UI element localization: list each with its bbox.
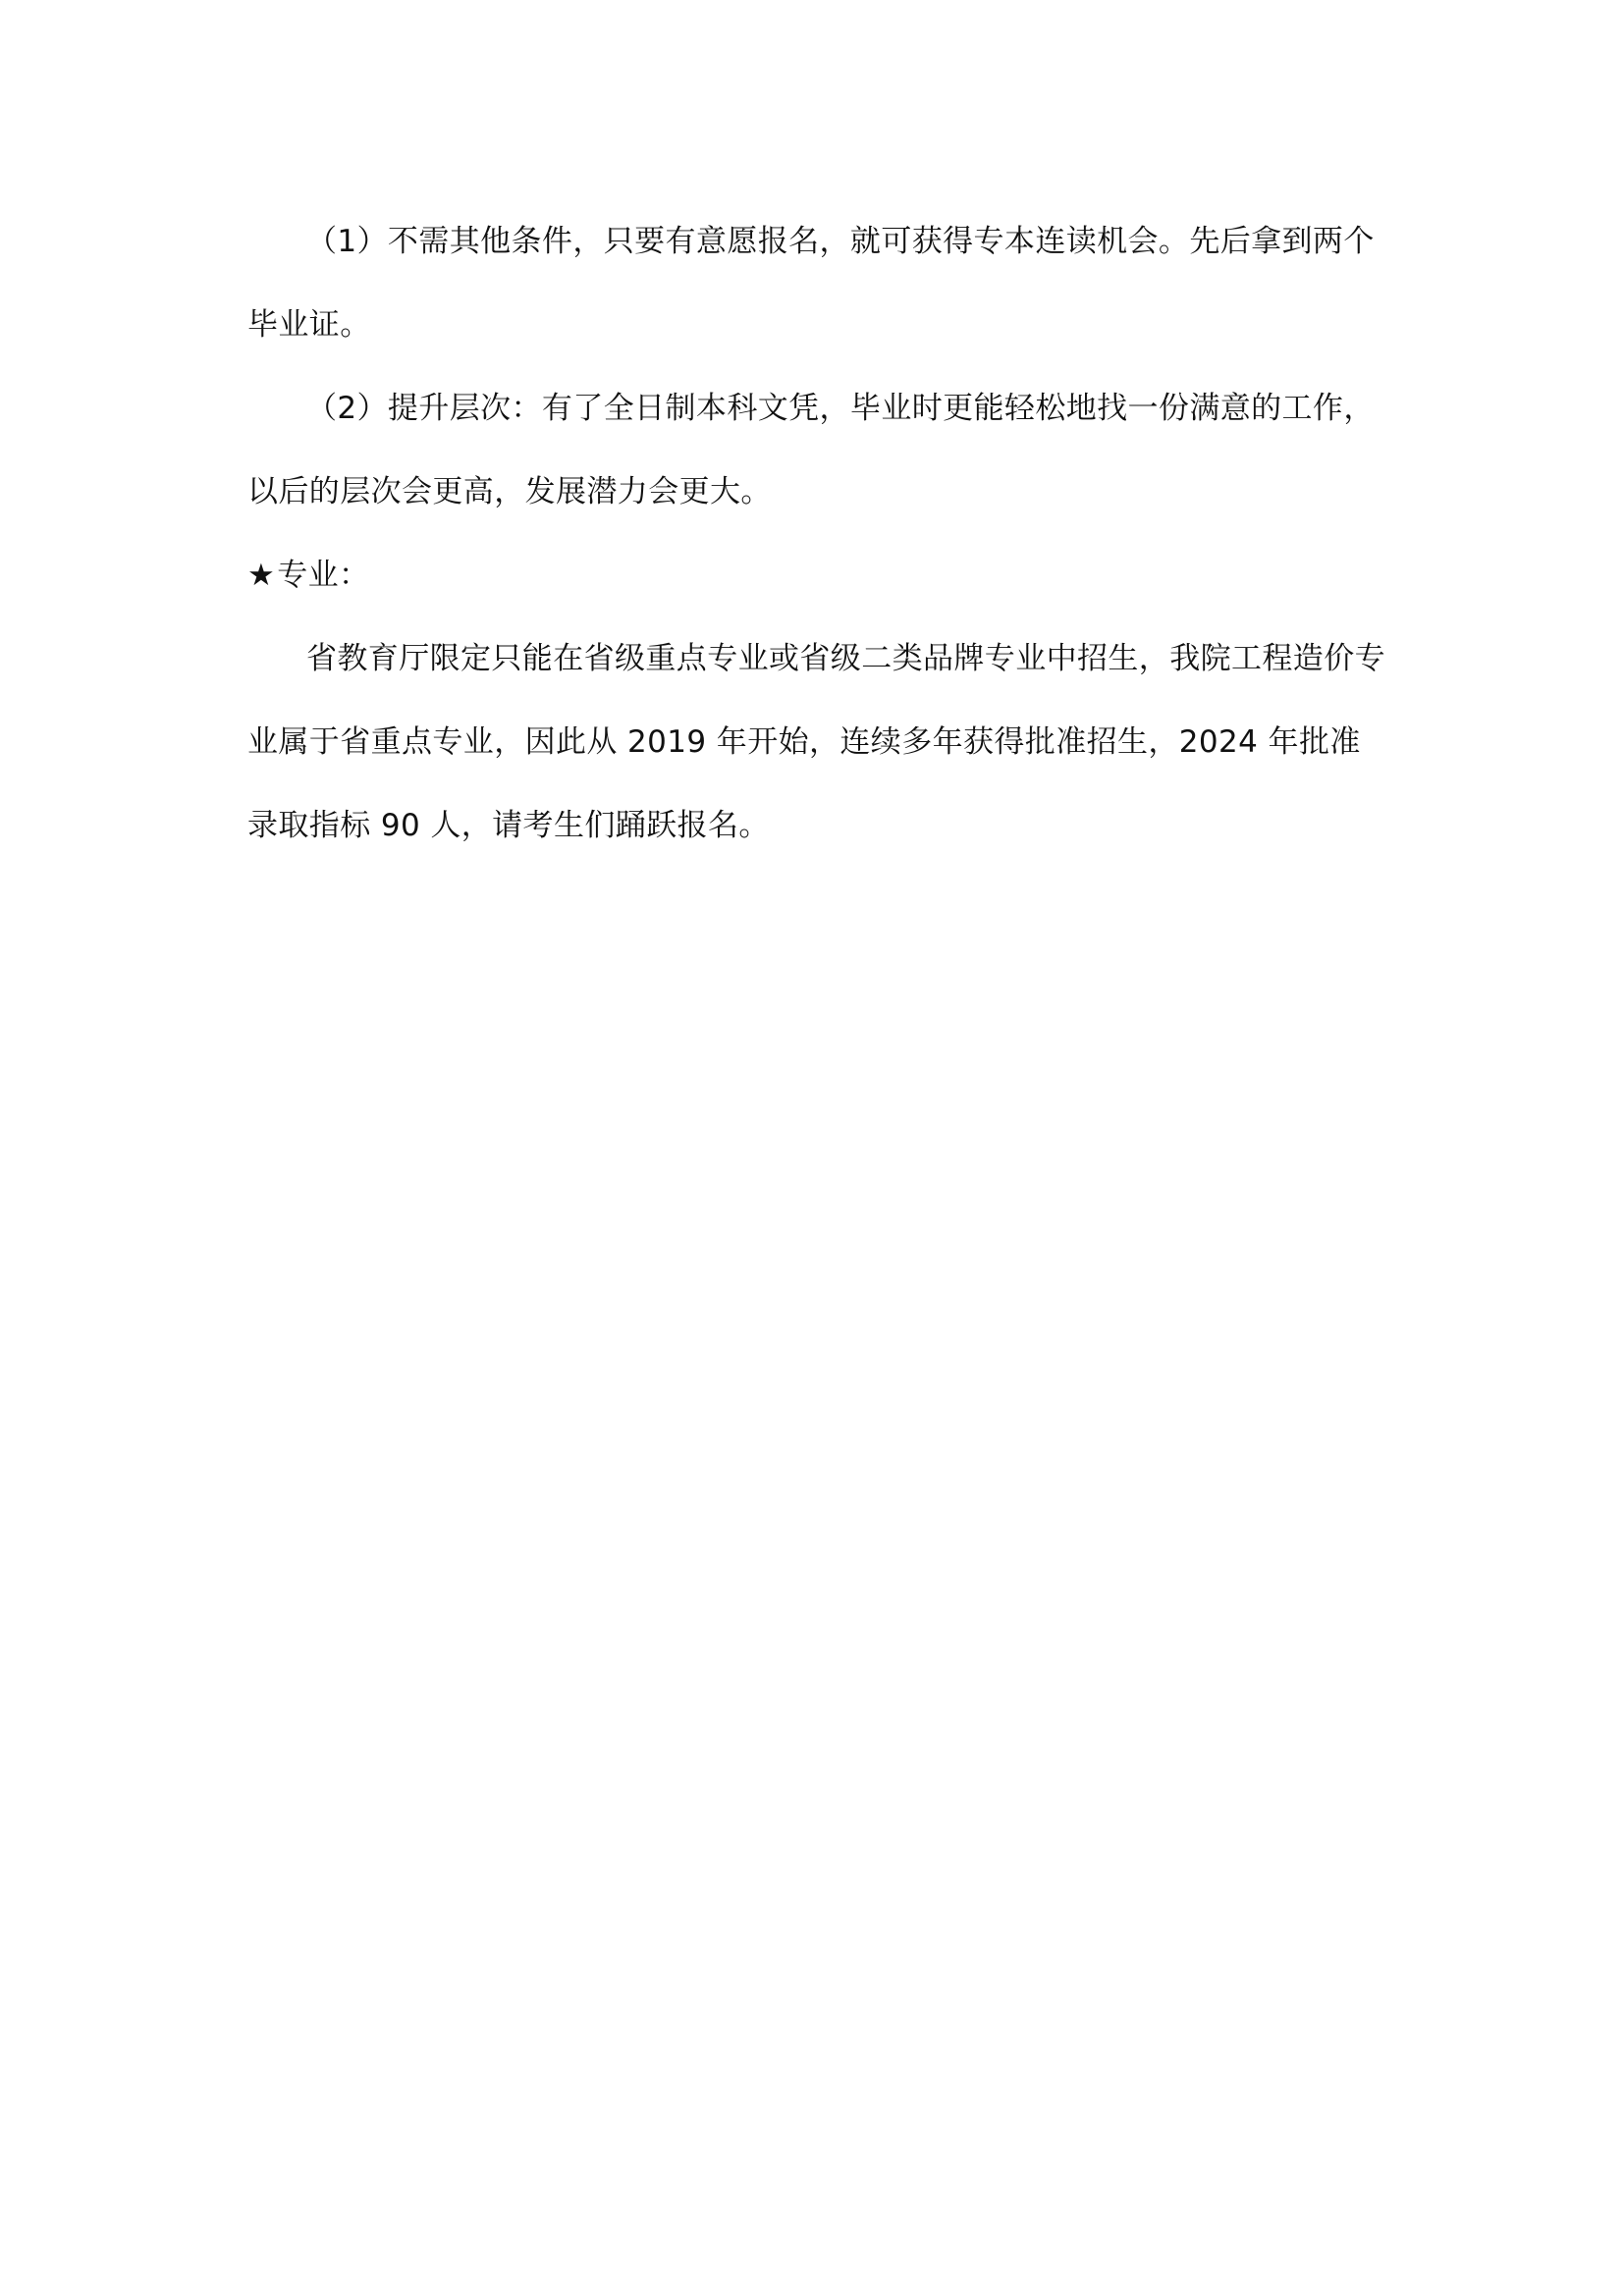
paragraph-major-info: 省教育厅限定只能在省级重点专业或省级二类品牌专业中招生，我院工程造价专业属于省重点专业，因此从 2019 年开始，连续多年获得批准招生，2024 年批准录取指标 90 人，请考生们踊跃报名。 [247, 641, 1385, 843]
document-body [247, 200, 1386, 868]
star-icon: ★ [247, 558, 276, 593]
section-heading-major [247, 534, 1386, 617]
paragraph-benefit-1: （1）不需其他条件，只要有意愿报名，就可获得专本连读机会。先后拿到两个毕业证。 [247, 224, 1375, 343]
paragraph-benefit-2: （2）提升层次：有了全日制本科文凭，毕业时更能轻松地找一份满意的工作，以后的层次会更高，发展潜力会更大。 [247, 391, 1375, 509]
section-heading-label: 专业： [277, 558, 370, 593]
